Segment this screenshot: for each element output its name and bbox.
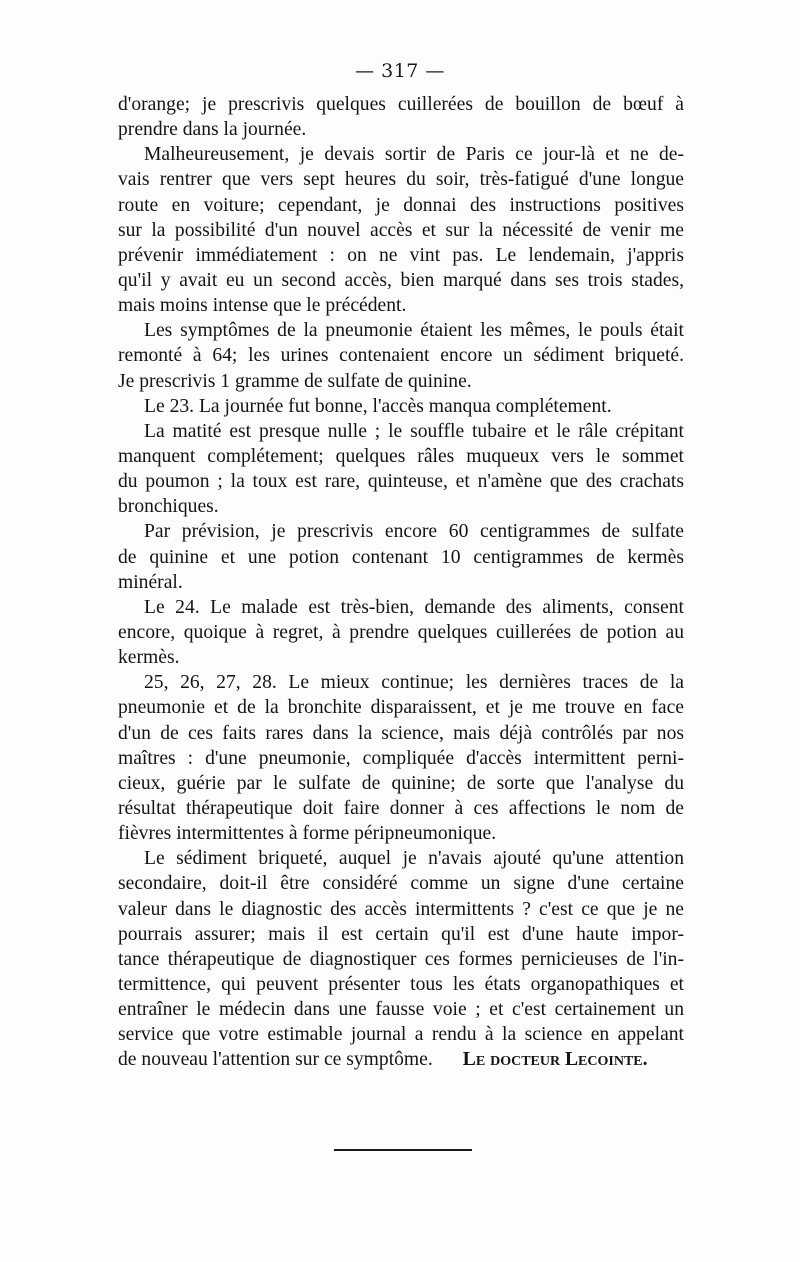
text-line: valeur dans le diagnostic des accès intermittents ? c'est ce que je ne xyxy=(118,898,684,920)
paragraph xyxy=(118,519,684,594)
text-line: Malheureusement, je devais sortir de Paris ce jour-là et ne de- xyxy=(144,144,684,166)
text-line: prévenir immédiatement : on ne vint pas. Le lendemain, j'appris xyxy=(118,244,684,266)
page-number: — 317 — xyxy=(355,60,445,82)
text-line: termittence, qui peuvent présenter tous les états organopathiques et xyxy=(118,973,684,995)
text-line: vais rentrer que vers sept heures du soir, très-fatigué d'une longue xyxy=(118,169,684,191)
closing-text: de nouveau l'attention sur ce symptôme. xyxy=(118,1049,433,1071)
text-line: Par prévision, je prescrivis encore 60 centigrammes de sulfate xyxy=(144,521,684,543)
text-line: entraîner le médecin dans une fausse voie ; et c'est certainement un xyxy=(118,999,684,1021)
text-line: secondaire, doit-il être considéré comme un signe d'une certaine xyxy=(118,873,684,895)
text-line: Je prescrivis 1 gramme de sulfate de quinine. xyxy=(118,370,472,392)
signature: Le docteur Lecointe. xyxy=(462,1049,648,1071)
text-line: Le 24. Le malade est très-bien, demande des aliments, consent xyxy=(144,596,684,618)
closing-rule xyxy=(334,1149,472,1151)
paragraph xyxy=(118,595,684,670)
paragraph xyxy=(118,394,684,419)
text-line: qu'il y avait eu un second accès, bien marqué dans ses trois stades, xyxy=(118,269,684,291)
text-line: minéral. xyxy=(118,571,183,593)
text-line: résultat thérapeutique doit faire donner à ces affections le nom de xyxy=(118,797,684,819)
text-line: 25, 26, 27, 28. Le mieux continue; les dernières traces de la xyxy=(144,672,684,694)
paragraph xyxy=(118,318,684,393)
paragraph xyxy=(118,670,684,846)
text-line: encore, quoique à regret, à prendre quelques cuillerées de potion au xyxy=(118,621,684,643)
paragraph xyxy=(118,419,684,520)
text-line: mais moins intense que le précédent. xyxy=(118,295,407,317)
text-line: pourrais assurer; mais il est certain qu'il est d'une haute impor- xyxy=(118,923,684,945)
text-line: bronchiques. xyxy=(118,496,219,518)
text-line: tance thérapeutique de diagnostiquer ces formes pernicieuses de l'in- xyxy=(118,948,684,970)
text-line: d'orange; je prescrivis quelques cuillerées de bouillon de bœuf à xyxy=(118,94,684,115)
text-line: sur la possibilité d'un nouvel accès et sur la nécessité de venir me xyxy=(118,219,684,241)
text-line: La matité est presque nulle ; le souffle tubaire et le râle crépitant xyxy=(144,420,684,442)
body-text xyxy=(118,92,684,1072)
text-line: kermès. xyxy=(118,647,180,669)
text-line: cieux, guérie par le sulfate de quinine; de sorte que l'analyse du xyxy=(118,772,684,794)
text-line: Les symptômes de la pneumonie étaient les mêmes, le pouls était xyxy=(144,320,684,342)
text-line: fièvres intermittentes à forme péripneumonique. xyxy=(118,823,497,845)
text-line: manquent complétement; quelques râles muqueux vers le sommet xyxy=(118,445,684,467)
paragraph xyxy=(118,92,684,142)
text-line: d'un de ces faits rares dans la science, mais déjà contrôlés par nos xyxy=(118,722,684,744)
text-line: de quinine et une potion contenant 10 centigrammes de kermès xyxy=(118,546,684,568)
text-line: Le sédiment briqueté, auquel je n'avais ajouté qu'une attention xyxy=(144,848,684,870)
text-line: maîtres : d'une pneumonie, compliquée d'accès intermittent perni- xyxy=(118,747,684,769)
text-line: pneumonie et de la bronchite disparaissent, et je me trouve en face xyxy=(118,697,684,719)
text-line: du poumon ; la toux est rare, quinteuse, et n'amène que des crachats xyxy=(118,471,684,493)
paragraph xyxy=(118,846,684,1072)
text-line: prendre dans la journée. xyxy=(118,119,307,141)
paragraph xyxy=(118,142,684,318)
text-line-with-signature xyxy=(118,1047,684,1072)
text-line: Le 23. La journée fut bonne, l'accès manqua complétement. xyxy=(144,395,612,417)
text-line: service que votre estimable journal a rendu à la science en appelant xyxy=(118,1024,684,1046)
text-line: route en voiture; cependant, je donnai des instructions positives xyxy=(118,194,684,216)
text-line: remonté à 64; les urines contenaient encore un sédiment briqueté. xyxy=(118,345,684,367)
